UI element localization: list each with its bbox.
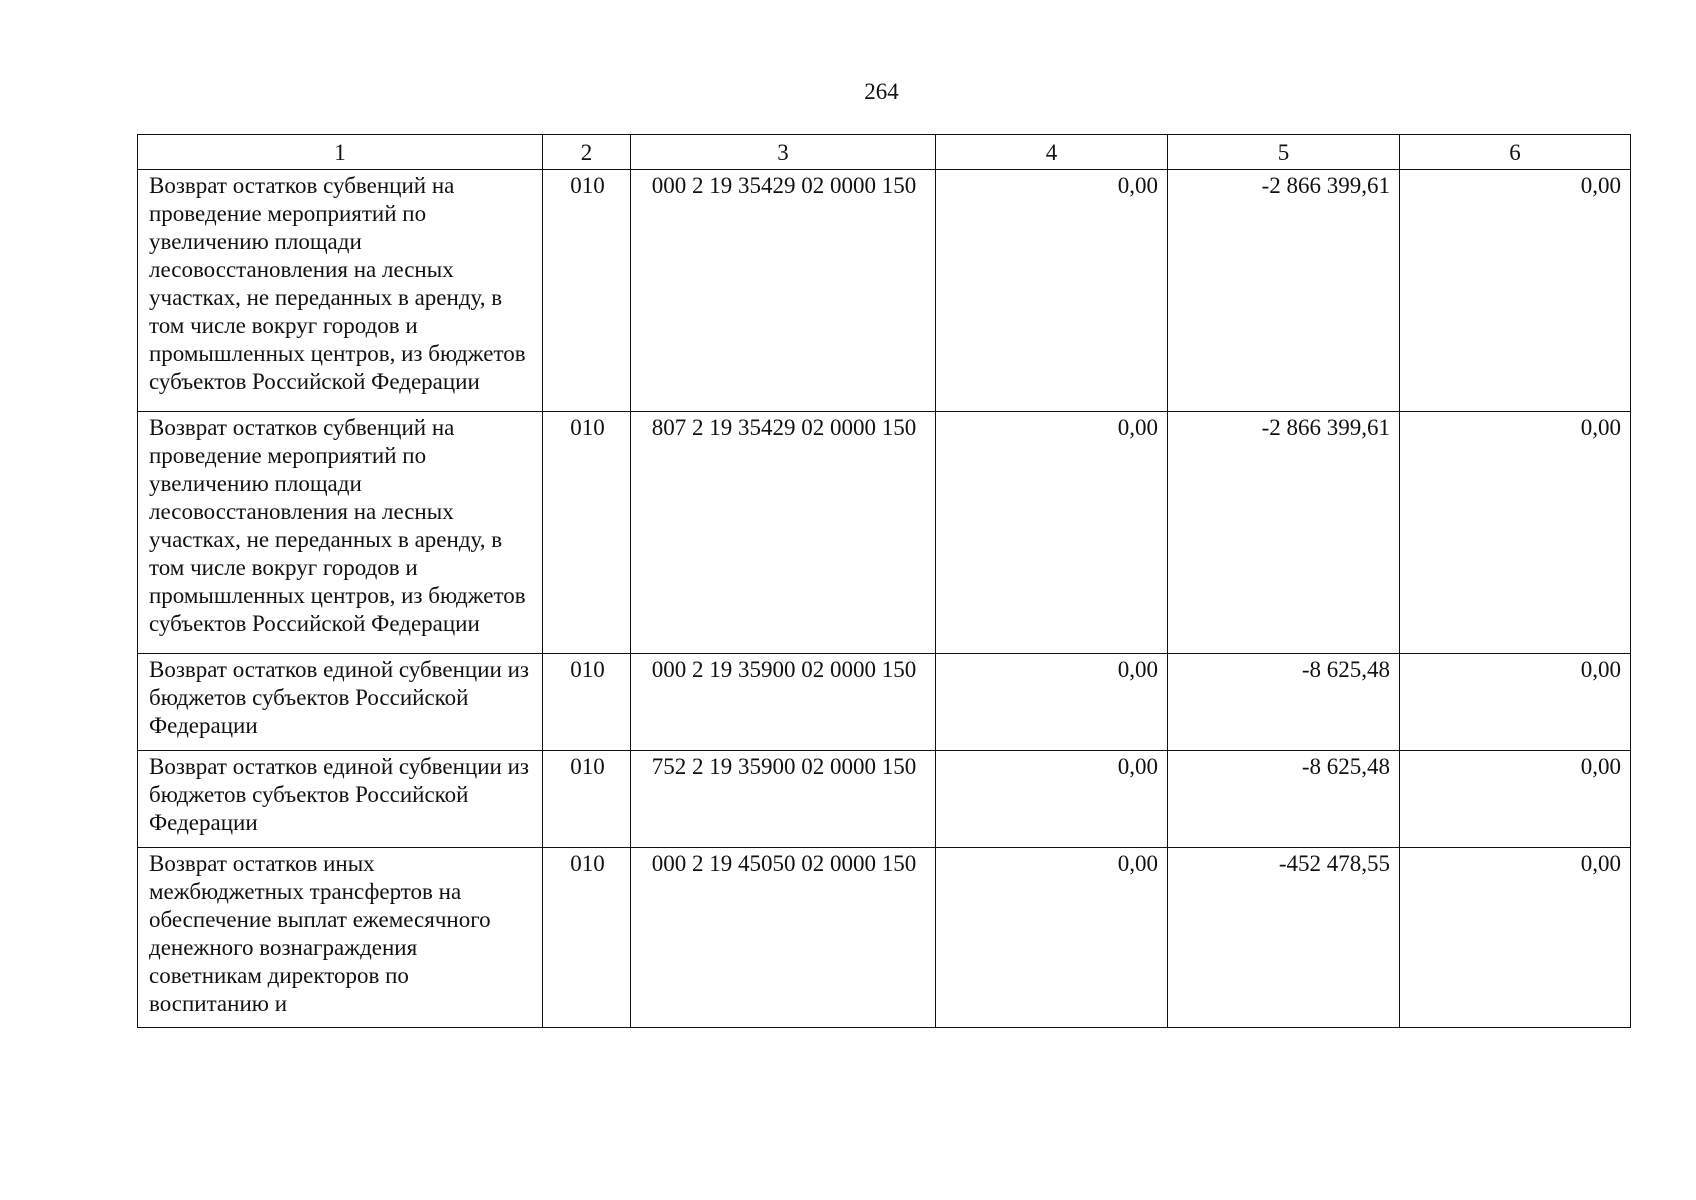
column-header-5: 5	[1168, 135, 1400, 170]
row-kbk-cell: 807 2 19 35429 02 0000 150	[631, 412, 936, 654]
column-header-1: 1	[138, 135, 543, 170]
row-code-cell: 010	[543, 412, 631, 654]
table-row	[138, 170, 1631, 412]
row-kbk-cell: 000 2 19 45050 02 0000 150	[631, 848, 936, 1028]
row-kbk-cell: 752 2 19 35900 02 0000 150	[631, 751, 936, 848]
table-row	[138, 751, 1631, 848]
row-code-cell: 010	[543, 170, 631, 412]
row-col6-cell: 0,00	[1400, 751, 1631, 848]
row-col4-cell: 0,00	[936, 848, 1168, 1028]
row-name-cell: Возврат остатков единой субвенции из бюджетов субъектов Российской Федерации	[138, 654, 543, 751]
column-header-4: 4	[936, 135, 1168, 170]
column-header-2: 2	[543, 135, 631, 170]
row-code-cell: 010	[543, 848, 631, 1028]
row-col6-cell: 0,00	[1400, 654, 1631, 751]
row-col6-cell: 0,00	[1400, 412, 1631, 654]
row-col5-cell: -452 478,55	[1168, 848, 1400, 1028]
row-col6-cell: 0,00	[1400, 170, 1631, 412]
row-kbk-cell: 000 2 19 35429 02 0000 150	[631, 170, 936, 412]
page-number: 264	[864, 79, 899, 104]
row-name-cell: Возврат остатков субвенций на проведение мероприятий по увеличению площади лесовосстановления на лесных участках, не переданных в аренду, в том числе вокруг городов и промышленных центров, из бюджетов субъектов Российской Федерации	[138, 170, 543, 412]
budget-table	[137, 134, 1631, 1028]
row-col5-cell: -8 625,48	[1168, 751, 1400, 848]
row-col5-cell: -2 866 399,61	[1168, 170, 1400, 412]
column-header-6: 6	[1400, 135, 1631, 170]
row-col4-cell: 0,00	[936, 751, 1168, 848]
row-col4-cell: 0,00	[936, 170, 1168, 412]
row-name-cell: Возврат остатков иных межбюджетных трансфертов на обеспечение выплат ежемесячного денежного вознаграждения советникам директоров по воспитанию и	[138, 848, 543, 1028]
row-col6-cell: 0,00	[1400, 848, 1631, 1028]
row-code-cell: 010	[543, 654, 631, 751]
row-col5-cell: -2 866 399,61	[1168, 412, 1400, 654]
table-row	[138, 848, 1631, 1028]
row-code-cell: 010	[543, 751, 631, 848]
row-name-cell: Возврат остатков единой субвенции из бюджетов субъектов Российской Федерации	[138, 751, 543, 848]
row-col5-cell: -8 625,48	[1168, 654, 1400, 751]
row-name-cell: Возврат остатков субвенций на проведение мероприятий по увеличению площади лесовосстановления на лесных участках, не переданных в аренду, в том числе вокруг городов и промышленных центров, из бюджетов субъектов Российской Федерации	[138, 412, 543, 654]
row-kbk-cell: 000 2 19 35900 02 0000 150	[631, 654, 936, 751]
row-col4-cell: 0,00	[936, 654, 1168, 751]
row-col4-cell: 0,00	[936, 412, 1168, 654]
header-row	[138, 135, 1631, 170]
column-header-3: 3	[631, 135, 936, 170]
table-row	[138, 654, 1631, 751]
table-row	[138, 412, 1631, 654]
